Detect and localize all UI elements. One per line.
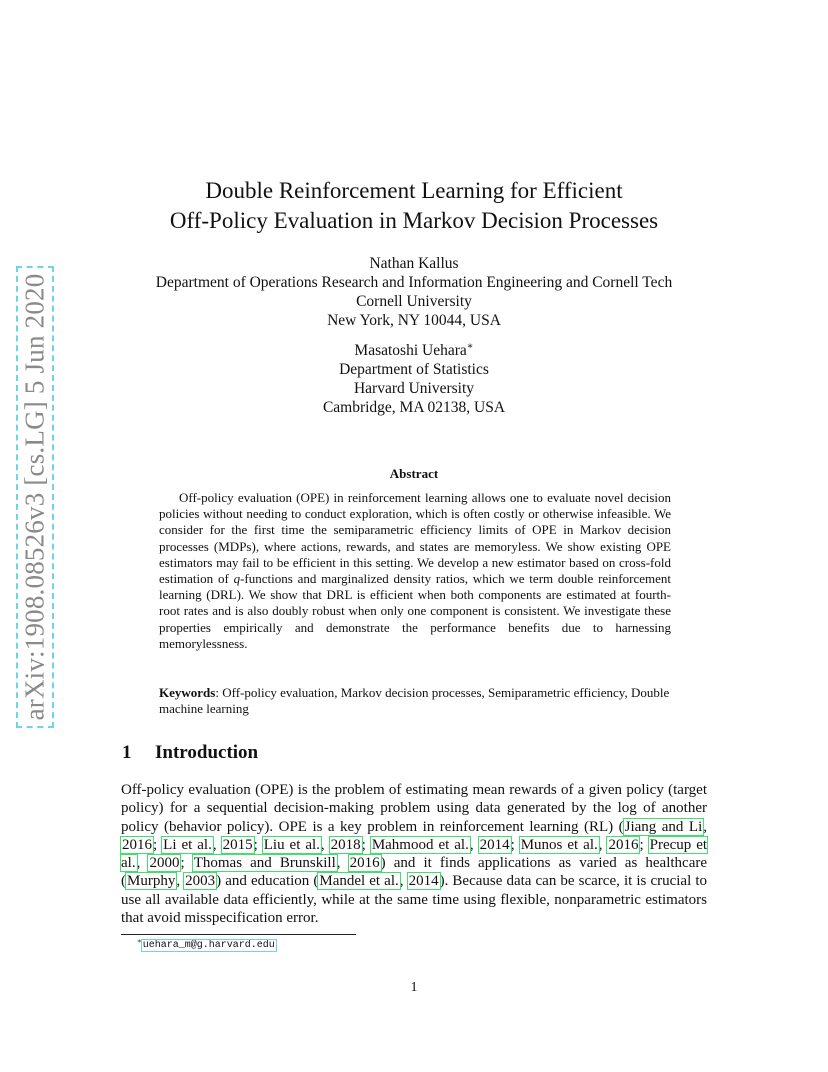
intro-text: ; (153, 836, 163, 853)
intro-text: , (399, 873, 408, 890)
citation-year-link[interactable]: 2015 (222, 836, 253, 853)
citation-link[interactable]: Mandel et al. (319, 873, 399, 890)
section-heading (122, 742, 258, 764)
arxiv-identifier[interactable]: arXiv:1908.08526v3 [cs.LG] 5 Jun 2020 (19, 273, 50, 721)
citation-year-link[interactable]: 2014 (479, 836, 510, 853)
citation-link[interactable]: Murphy (127, 873, 176, 890)
citation-link[interactable]: Jiang and Li (624, 818, 703, 835)
intro-text: Off-policy evaluation (OPE) is the problem of estimating mean rewards of a given policy (target policy) for a sequential decision-making problem using data generated by the log of another policy (behavior policy). OPE is a key problem in reinforcement learning (RL) ( (121, 782, 707, 835)
citation-year-link[interactable]: 2016 (349, 855, 380, 872)
paper-title (0, 176, 828, 236)
keywords-text: : Off-policy evaluation, Markov decision processes, Semiparametric efficiency, Double machine learning (159, 685, 670, 717)
author-affiliation: Cornell University (356, 293, 472, 310)
page-number: 1 (410, 980, 418, 995)
author-name: Masatoshi Uehara (354, 342, 467, 360)
email-link[interactable]: uehara_m@g.harvard.edu (142, 940, 275, 952)
intro-text: , (703, 818, 707, 835)
intro-text: ; (361, 836, 371, 853)
title-line-1: Double Reinforcement Learning for Efficient (205, 178, 623, 203)
intro-text: , (336, 855, 349, 872)
abstract-text: Off-policy evaluation (OPE) in reinforcement learning allows one to evaluate novel decision policies without needing to conduct exploration, which is often costly or otherwise infeasible. We consider for the first time the semiparametric efficiency limits of OPE in Markov decision processes (MDPs), where actions, rewards, and states are memoryless. We show existing OPE estimators may fail to be efficient in this setting. We develop a new estimator based on cross-fold estimation of (159, 490, 671, 587)
abstract-text: -functions and marginalized density ratios, which we term double reinforcement learning (DRL). We show that DRL is efficient when both components are estimated at fourth-root rates and is also doubly robust when only one component is consistent. We investigate these properties empirically and demonstrate the performance benefits due to harnessing memorylessness. (159, 571, 671, 651)
citation-year-link[interactable]: 2003 (185, 873, 216, 890)
intro-text: ; (639, 836, 649, 853)
author-name: Nathan Kallus (369, 255, 459, 272)
citation-year-link[interactable]: 2000 (149, 855, 180, 872)
keywords-label: Keywords (159, 685, 216, 700)
author-affiliation: Department of Operations Research and Information Engineering and Cornell Tech (155, 274, 673, 291)
intro-text: , (176, 873, 185, 890)
abstract-paragraph (159, 490, 671, 652)
intro-text: , (598, 836, 608, 853)
citation-year-link[interactable]: 2016 (122, 836, 152, 853)
author-affiliation: Cambridge, MA 02138, USA (322, 399, 506, 417)
abstract-body (159, 490, 671, 652)
footnote-mark: ∗ (137, 937, 142, 945)
intro-text: ; (180, 855, 193, 872)
author-affiliation: New York, NY 10044, USA (327, 312, 501, 329)
abstract-math-q: q (233, 571, 241, 587)
intro-paragraph (121, 781, 707, 927)
citation-year-link[interactable]: 2018 (330, 836, 361, 853)
footnote (137, 937, 276, 951)
section-title: Introduction (155, 742, 259, 763)
author-affiliation: Harvard University (353, 380, 475, 398)
intro-text: ; (253, 836, 263, 853)
citation-year-link[interactable]: 2016 (608, 836, 639, 853)
intro-text: ) and it finds applications as varied as healthcare ( (121, 855, 708, 890)
keywords (159, 685, 679, 717)
section-number: 1 (122, 742, 132, 763)
intro-text: , (212, 836, 222, 853)
author-block-2 (0, 337, 828, 417)
intro-text: ) and education ( (216, 873, 319, 890)
footnote-mark[interactable]: ∗ (466, 341, 474, 352)
citation-link[interactable]: Precup et al. (121, 836, 708, 872)
title-line-2: Off-Policy Evaluation in Markov Decision Processes (169, 208, 659, 233)
intro-text: , (320, 836, 330, 853)
citation-link[interactable]: Mahmood et al. (371, 836, 469, 853)
author-affiliation: Department of Statistics (339, 361, 489, 379)
citation-link[interactable]: Thomas and Brunskill (193, 855, 336, 872)
arxiv-stamp (16, 266, 54, 728)
citation-year-link[interactable]: 2014 (408, 873, 439, 890)
intro-text: , (136, 855, 149, 872)
author-block-1 (0, 254, 828, 330)
author-name-line (0, 337, 828, 360)
abstract-heading: Abstract (389, 466, 439, 481)
citation-link[interactable]: Li et al. (163, 836, 212, 853)
intro-text: ). Because data can be scarce, it is crucial to use all available data efficiently, while at the same time using flexible, nonparametric estimators that avoid misspecification error. (121, 873, 707, 927)
intro-text: ; (510, 836, 520, 853)
citation-link[interactable]: Munos et al. (520, 836, 598, 853)
citation-link[interactable]: Liu et al. (263, 836, 320, 853)
intro-text: , (469, 836, 479, 853)
footnote-rule (121, 934, 356, 935)
